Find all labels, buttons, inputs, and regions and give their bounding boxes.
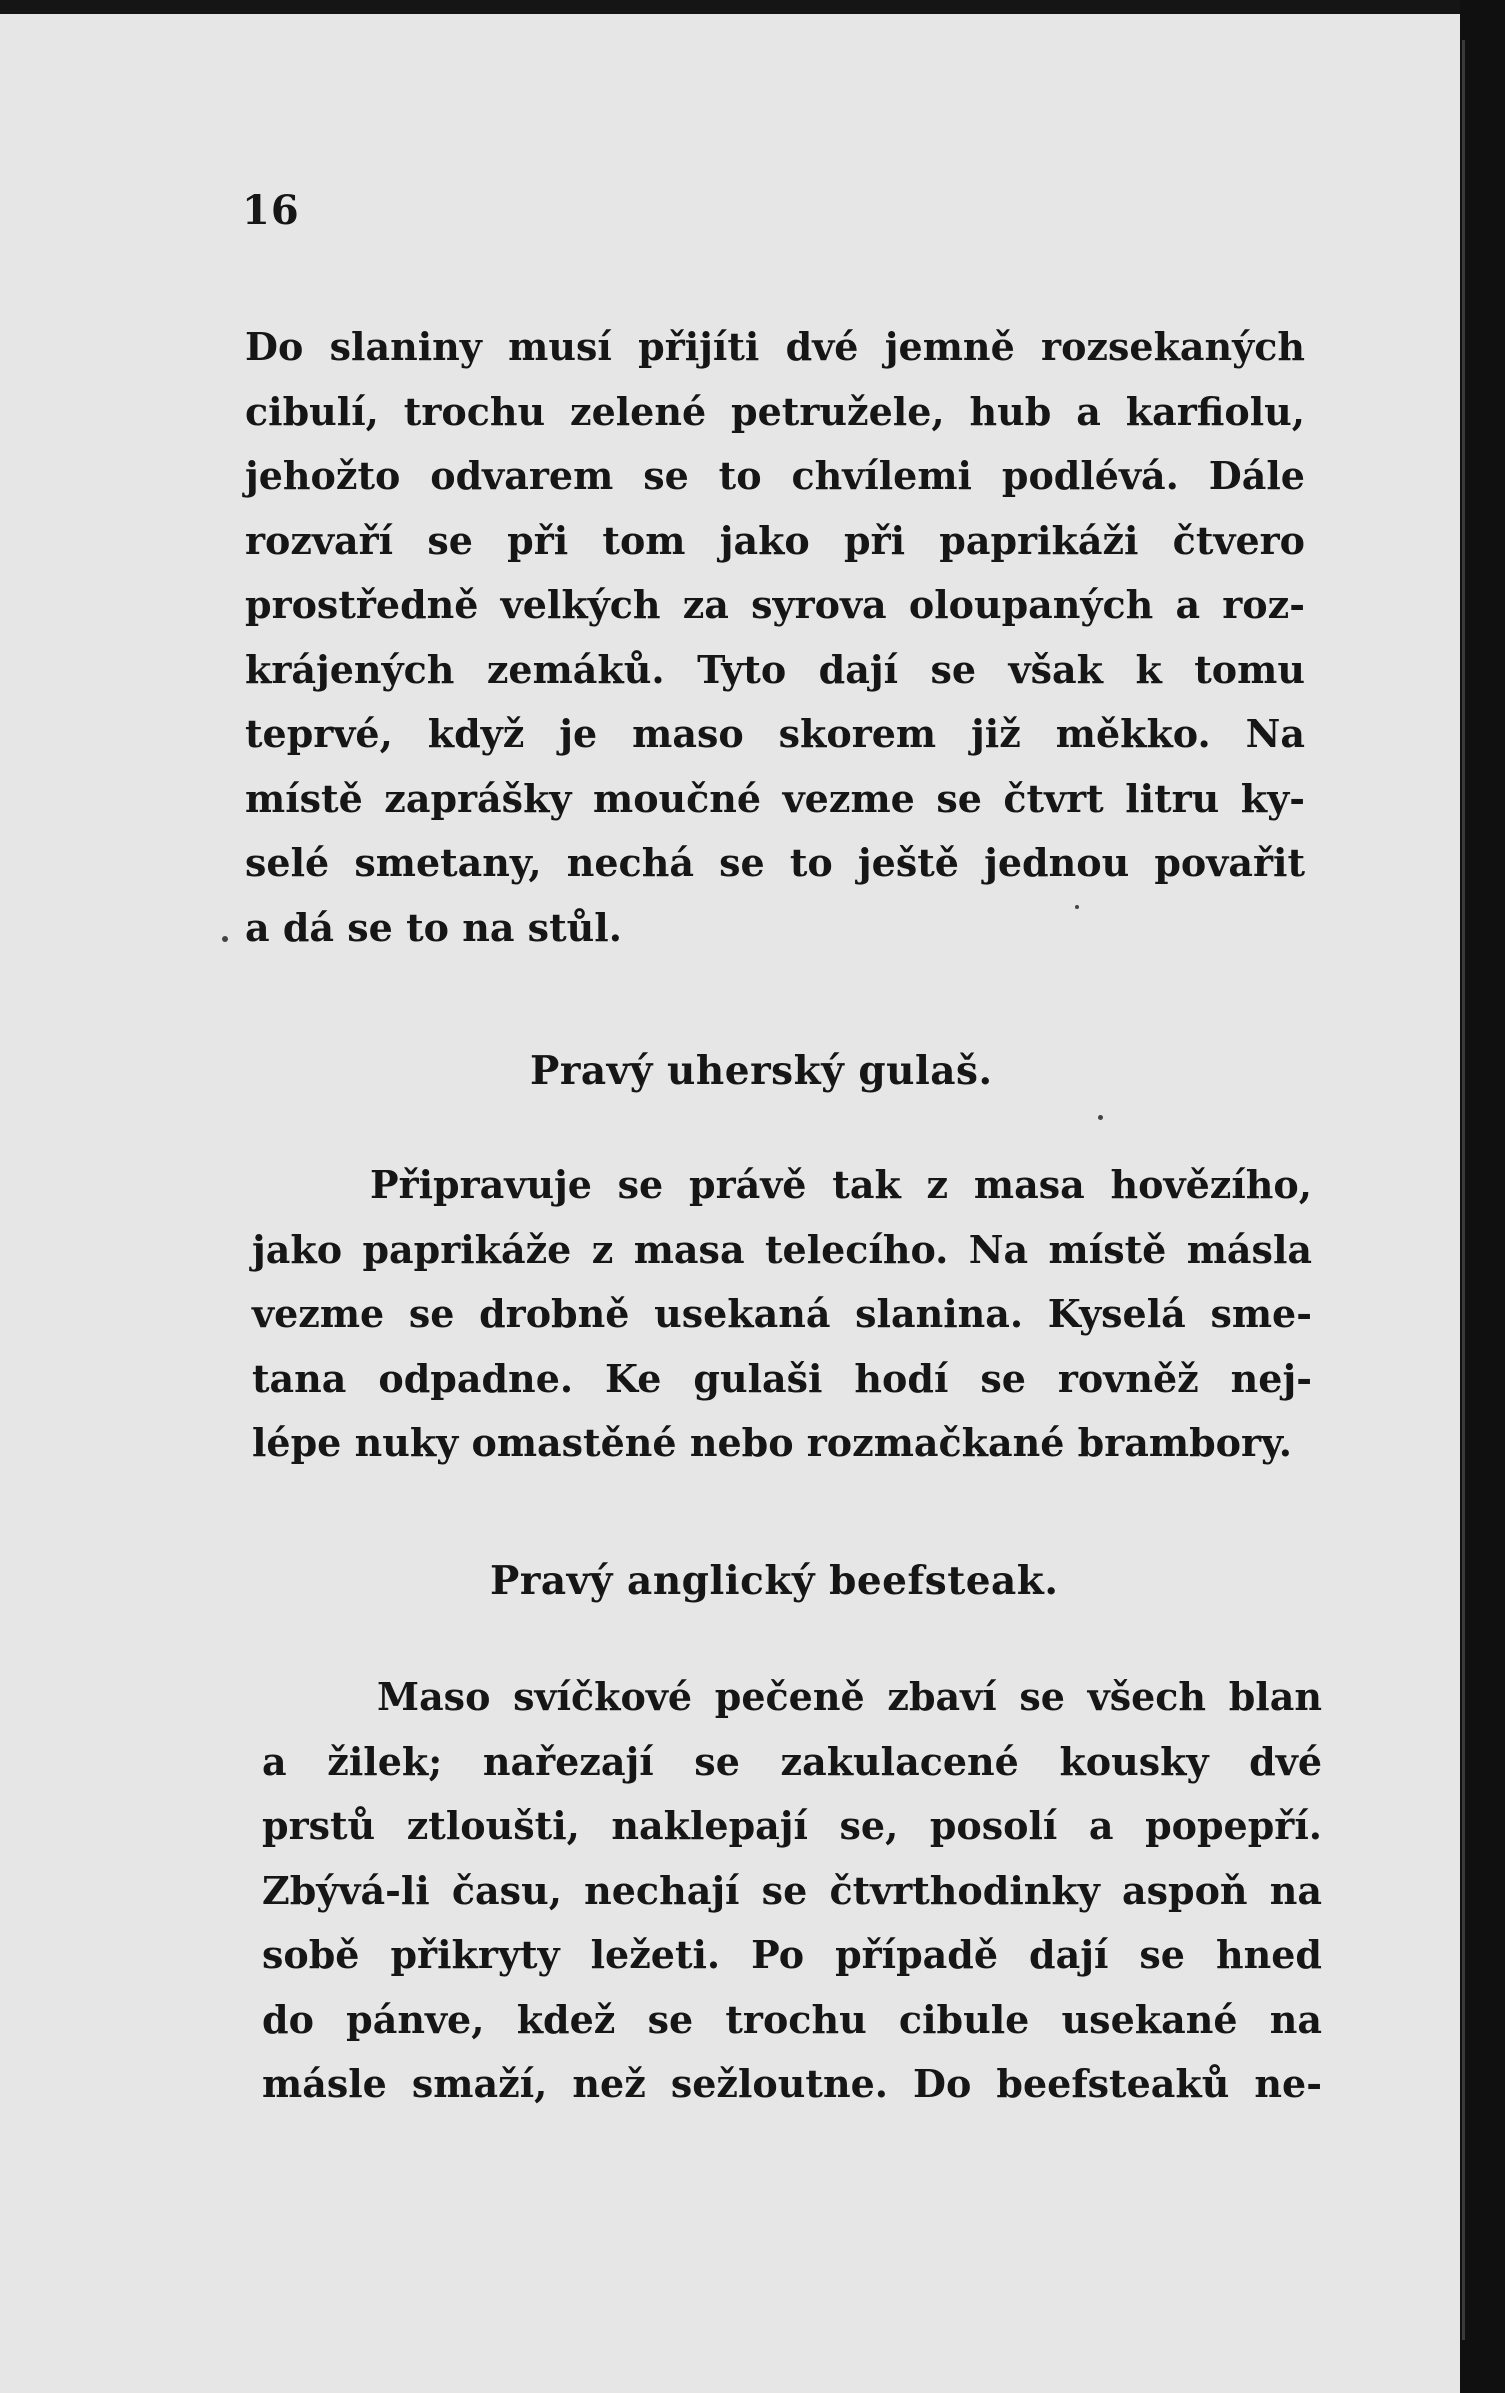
page-number: 16 (242, 187, 300, 234)
text-line: teprvé, když je maso skorem již měkko. Na (245, 711, 1305, 756)
text-line: tana odpadne. Ke gulaši hodí se rovněž nej- (252, 1355, 1312, 1401)
paragraph-hungarian-goulash (252, 1153, 1312, 1476)
text-line: vezme se drobně usekaná slanina. Kyselá sme- (252, 1291, 1312, 1336)
paragraph-goulash-continued (245, 315, 1305, 960)
section-heading-english-beefsteak: Pravý anglický beefsteak. (490, 1558, 1059, 1604)
text-line: lépe nuky omastěné nebo rozmačkané brambory. (252, 1420, 1292, 1465)
text-line: cibulí, trochu zelené petružele, hub a karfiolu, (245, 388, 1305, 434)
text-line: prostředně velkých za syrova oloupaných a roz- (245, 582, 1305, 627)
scan-top-edge (0, 0, 1460, 14)
scan-right-edge (1460, 0, 1505, 2393)
page-gutter-line (1462, 40, 1465, 2340)
text-line: sobě přikryty ležeti. Po případě dají se hned (262, 1932, 1322, 1977)
text-line: a žilek; nařezají se zakulacené kousky dvé (262, 1738, 1322, 1784)
text-line: a dá se to na stůl. (245, 904, 622, 950)
text-line: Do slaniny musí přijíti dvé jemně rozsekaných (245, 324, 1305, 369)
ink-speck (1075, 905, 1079, 909)
text-line: másle smaží, než sežloutne. Do beefsteaků ne- (262, 2061, 1322, 2106)
text-line: prstů ztloušti, naklepají se, posolí a popepří. (262, 1803, 1322, 1848)
text-line: jako paprikáže z masa telecího. Na místě másla (252, 1226, 1312, 1272)
section-heading-hungarian-goulash: Pravý uherský gulaš. (530, 1048, 993, 1094)
text-line: do pánve, kdež se trochu cibule usekané na (262, 1996, 1322, 2042)
paragraph-english-beefsteak (262, 1665, 1322, 2117)
text-line: jehožto odvarem se to chvílemi podlévá. Dále (245, 453, 1305, 498)
text-line: Připravuje se právě tak z masa hovězího, (370, 1162, 1312, 1207)
text-line: rozvaří se při tom jako při paprikáži čtvero (245, 517, 1305, 563)
ink-speck (1098, 1115, 1103, 1120)
text-line: selé smetany, nechá se to ještě jednou povařit (245, 840, 1305, 885)
text-line: Zbývá-li času, nechají se čtvrthodinky aspoň na (262, 1867, 1322, 1913)
ink-speck (222, 936, 228, 942)
text-line: krájených zemáků. Tyto dají se však k tomu (245, 646, 1305, 692)
text-line: místě zaprášky moučné vezme se čtvrt litru ky- (245, 775, 1305, 821)
text-line: Maso svíčkové pečeně zbaví se všech blan (377, 1674, 1322, 1719)
